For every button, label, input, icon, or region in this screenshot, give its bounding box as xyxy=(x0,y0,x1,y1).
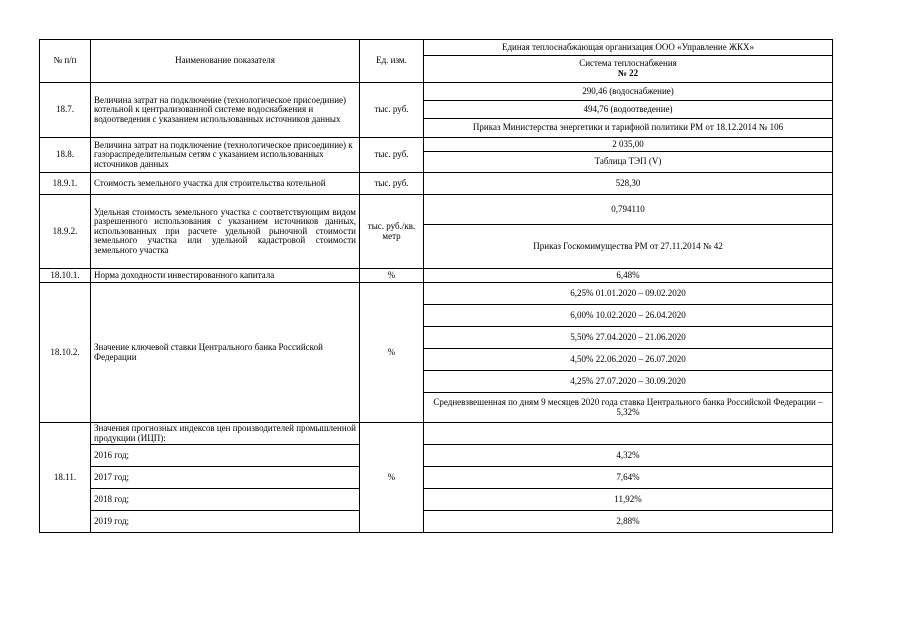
header-num: № п/п xyxy=(40,40,91,83)
header-org: Единая теплоснабжающая организация ООО «Управление ЖКХ» xyxy=(424,40,833,56)
indicators-table xyxy=(39,39,833,533)
year-label: 2017 год; xyxy=(91,467,360,489)
row-number: 18.8. xyxy=(40,138,91,173)
row-name: Норма доходности инвестированного капитала xyxy=(91,269,360,283)
year-label: 2016 год; xyxy=(91,445,360,467)
row-18-11 xyxy=(40,423,833,445)
year-label: 2018 год; xyxy=(91,489,360,511)
year-value: 11,92% xyxy=(424,489,833,511)
row-name: Значения прогнозных индексов цен производителей промышленной продукции (ИЦП): xyxy=(91,423,360,445)
rate-cell: 4,25% 27.07.2020 – 30.09.2020 xyxy=(424,371,833,393)
average-rate-cell: Средневзвешенная по дням 9 месяцев 2020 года ставка Центрального банка Российской Федерации – 5,32% xyxy=(424,393,833,423)
row-unit: % xyxy=(360,423,424,533)
row-name: Значение ключевой ставки Центрального банка Российской Федерации xyxy=(91,283,360,423)
row-number: 18.9.1. xyxy=(40,173,91,195)
row-name: Стоимость земельного участка для строительства котельной xyxy=(91,173,360,195)
year-value: 2,88% xyxy=(424,511,833,533)
header-system xyxy=(424,56,833,83)
rate-cell: 4,50% 22.06.2020 – 26.07.2020 xyxy=(424,349,833,371)
row-18-9-1 xyxy=(40,173,833,195)
header-system-number: № 22 xyxy=(617,68,639,78)
value-cell: 2 035,00 xyxy=(424,138,833,152)
row-unit: тыс. руб./кв. метр xyxy=(360,195,424,269)
year-label: 2019 год; xyxy=(91,511,360,533)
row-unit: тыс. руб. xyxy=(360,83,424,138)
row-unit: % xyxy=(360,269,424,283)
value-cell: 290,46 (водоснабжение) xyxy=(424,83,833,101)
row-name: Величина затрат на подключение (технологическое присоединие) к газораспределительным сетям с указанием использованных источников данных xyxy=(91,138,360,173)
header-row xyxy=(40,40,833,56)
header-name: Наименование показателя xyxy=(91,40,360,83)
empty-cell xyxy=(424,423,833,445)
rate-cell: 6,00% 10.02.2020 – 26.04.2020 xyxy=(424,305,833,327)
row-number: 18.10.2. xyxy=(40,283,91,423)
source-cell: Таблица ТЭП (V) xyxy=(424,152,833,173)
header-system-label: Система теплоснабжения xyxy=(579,58,677,69)
value-cell: 494,76 (водоотведение) xyxy=(424,101,833,119)
row-unit: тыс. руб. xyxy=(360,138,424,173)
year-value: 4,32% xyxy=(424,445,833,467)
row-unit: % xyxy=(360,283,424,423)
year-value: 7,64% xyxy=(424,467,833,489)
value-cell: 0,794110 xyxy=(424,195,833,225)
value-cell: 6,48% xyxy=(424,269,833,283)
row-number: 18.11. xyxy=(40,423,91,533)
rate-cell: 6,25% 01.01.2020 – 09.02.2020 xyxy=(424,283,833,305)
row-18-10-1 xyxy=(40,269,833,283)
row-name: Величина затрат на подключение (технологическое присоединие) котельной к централизованной системе водоснабжения и водоотведения с указанием использованных источников данных xyxy=(91,83,360,138)
row-number: 18.10.1. xyxy=(40,269,91,283)
row-18-8 xyxy=(40,138,833,152)
row-number: 18.9.2. xyxy=(40,195,91,269)
row-number: 18.7. xyxy=(40,83,91,138)
row-name: Удельная стоимость земельного участка с соответствующим видом разрешенного использования с указанием источников данных, использованных при расчете удельной рыночной стоимости земельного участка или удельной кадастровой стоимости земельного участка xyxy=(91,195,360,269)
header-unit: Ед. изм. xyxy=(360,40,424,83)
source-cell: Приказ Госкомимущества РМ от 27.11.2014 № 42 xyxy=(424,225,833,269)
row-unit: тыс. руб. xyxy=(360,173,424,195)
row-18-10-2 xyxy=(40,283,833,305)
source-cell: Приказ Министерства энергетики и тарифной политики РМ от 18.12.2014 № 106 xyxy=(424,119,833,138)
value-cell: 528,30 xyxy=(424,173,833,195)
row-18-7 xyxy=(40,83,833,101)
row-18-9-2 xyxy=(40,195,833,225)
rate-cell: 5,50% 27.04.2020 – 21.06.2020 xyxy=(424,327,833,349)
